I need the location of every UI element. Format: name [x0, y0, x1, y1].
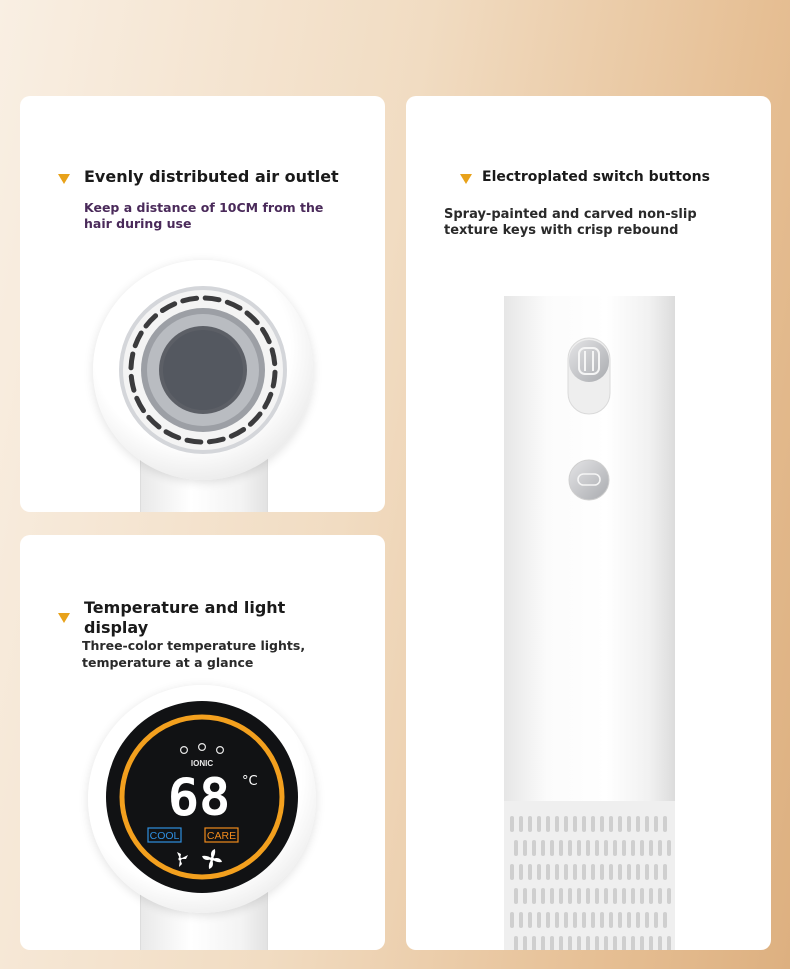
- grille-hole: [591, 864, 595, 880]
- grille-hole: [586, 936, 590, 950]
- grille-hole: [559, 888, 563, 904]
- grille-hole: [550, 936, 554, 950]
- grille-hole: [613, 888, 617, 904]
- grille-hole: [573, 816, 577, 832]
- grille-hole: [591, 912, 595, 928]
- grille-hole: [537, 864, 541, 880]
- grille-hole: [532, 840, 536, 856]
- grille-hole: [582, 912, 586, 928]
- triangle-down-icon: [460, 174, 472, 184]
- vent-slot: [272, 350, 275, 364]
- grille-hole: [654, 912, 658, 928]
- air-outlet-subtitle: Keep a distance of 10CM from the hair during use: [84, 200, 324, 231]
- grille-hole: [627, 864, 631, 880]
- grille-hole: [546, 864, 550, 880]
- grille-hole: [577, 840, 581, 856]
- grille-hole: [568, 936, 572, 950]
- grille-hole: [654, 816, 658, 832]
- grille-hole: [532, 888, 536, 904]
- cool-label: COOL: [149, 830, 180, 842]
- grille-hole: [523, 888, 527, 904]
- grille-hole: [640, 936, 644, 950]
- grille-hole: [649, 840, 653, 856]
- grille-hole: [586, 840, 590, 856]
- grille-hole: [631, 888, 635, 904]
- vent-slot: [273, 372, 275, 386]
- grille-hole: [645, 912, 649, 928]
- grille-hole: [600, 912, 604, 928]
- vent-slot: [183, 298, 197, 301]
- temperature-display-card: [20, 535, 385, 950]
- grille-hole: [618, 816, 622, 832]
- grille-hole: [537, 816, 541, 832]
- triangle-down-icon: [58, 174, 70, 184]
- air-outlet-card: [20, 96, 385, 512]
- grille-hole: [510, 816, 514, 832]
- grille-hole: [645, 864, 649, 880]
- grille-hole: [636, 912, 640, 928]
- temp-subtitle-line1: Three-color temperature lights,: [82, 638, 306, 653]
- grille-hole: [559, 936, 563, 950]
- grille-hole: [523, 936, 527, 950]
- grille-hole: [604, 936, 608, 950]
- grille-hole: [519, 816, 523, 832]
- grille-hole: [541, 888, 545, 904]
- vent-slot: [131, 354, 133, 368]
- grille-hole: [573, 912, 577, 928]
- grille-hole: [514, 888, 518, 904]
- grille-hole: [613, 936, 617, 950]
- grille-hole: [586, 888, 590, 904]
- grille-hole: [618, 912, 622, 928]
- grille-hole: [649, 936, 653, 950]
- grille-hole: [555, 912, 559, 928]
- grille-hole: [609, 816, 613, 832]
- switch-buttons-card: [406, 96, 771, 950]
- grille-hole: [568, 840, 572, 856]
- grille-hole: [568, 888, 572, 904]
- grille-hole: [658, 936, 662, 950]
- grille-hole: [631, 936, 635, 950]
- grille-hole: [663, 816, 667, 832]
- temperature-value: 68: [167, 768, 231, 828]
- air-outlet-vent-image: [93, 260, 313, 480]
- ionic-label: IONIC: [190, 759, 214, 768]
- grille-hole: [528, 912, 532, 928]
- grille-hole: [519, 864, 523, 880]
- grille-hole: [631, 840, 635, 856]
- grille-hole: [591, 816, 595, 832]
- vent-slot: [131, 376, 134, 390]
- grille-hole: [559, 840, 563, 856]
- grille-hole: [636, 864, 640, 880]
- grille-hole: [550, 840, 554, 856]
- grille-hole: [667, 840, 671, 856]
- grille-hole: [595, 888, 599, 904]
- grille-hole: [663, 864, 667, 880]
- grille-hole: [550, 888, 554, 904]
- grille-hole: [577, 888, 581, 904]
- grille-hole: [649, 888, 653, 904]
- grille-hole: [510, 864, 514, 880]
- grille-hole: [564, 864, 568, 880]
- grille-hole: [667, 888, 671, 904]
- grille-hole: [609, 864, 613, 880]
- grille-hole: [658, 840, 662, 856]
- switch-title: Electroplated switch buttons: [482, 169, 710, 185]
- vent-slot: [187, 440, 201, 442]
- grille-hole: [622, 888, 626, 904]
- grille-hole: [622, 936, 626, 950]
- grille-hole: [523, 840, 527, 856]
- led-display: [88, 685, 316, 913]
- grille-hole: [658, 888, 662, 904]
- grille-hole: [600, 816, 604, 832]
- temp-title-line1: Temperature and light: [84, 598, 286, 617]
- dryer-handle-image: [502, 296, 677, 950]
- grille-hole: [600, 864, 604, 880]
- grille-hole: [627, 912, 631, 928]
- grille-hole: [667, 936, 671, 950]
- grille-hole: [582, 864, 586, 880]
- grille-hole: [541, 840, 545, 856]
- switch-subtitle: Spray-painted and carved non-slip texture keys with crisp rebound: [444, 207, 697, 238]
- grille-hole: [541, 936, 545, 950]
- grille-hole: [622, 840, 626, 856]
- grille-hole: [636, 816, 640, 832]
- grille-hole: [604, 888, 608, 904]
- grille-hole: [528, 864, 532, 880]
- temp-subtitle-line2: temperature at a glance: [82, 655, 254, 670]
- grille-hole: [573, 864, 577, 880]
- grille-hole: [514, 936, 518, 950]
- grille-hole: [609, 912, 613, 928]
- grille-hole: [555, 864, 559, 880]
- temp-title-line2: display: [84, 618, 149, 637]
- grille-hole: [564, 912, 568, 928]
- grille-hole: [645, 816, 649, 832]
- grille-hole: [577, 936, 581, 950]
- triangle-down-icon: [58, 613, 70, 623]
- grille-hole: [537, 912, 541, 928]
- grille-hole: [532, 936, 536, 950]
- grille-hole: [519, 912, 523, 928]
- grille-hole: [595, 936, 599, 950]
- grille-hole: [514, 840, 518, 856]
- care-label: CARE: [206, 830, 237, 842]
- temperature-unit: °C: [242, 774, 258, 789]
- vent-slot: [205, 298, 219, 300]
- grille-hole: [618, 864, 622, 880]
- grille-hole: [627, 816, 631, 832]
- grille-hole: [640, 888, 644, 904]
- grille-hole: [604, 840, 608, 856]
- grille-hole: [528, 816, 532, 832]
- grille-hole: [582, 816, 586, 832]
- grille-hole: [546, 912, 550, 928]
- vent-slot: [209, 439, 223, 442]
- grille-hole: [640, 840, 644, 856]
- grille-hole: [663, 912, 667, 928]
- grille-hole: [613, 840, 617, 856]
- air-outlet-title: Evenly distributed air outlet: [84, 167, 339, 186]
- grille-hole: [595, 840, 599, 856]
- grille-hole: [555, 816, 559, 832]
- grille-hole: [654, 864, 658, 880]
- grille-hole: [564, 816, 568, 832]
- grille-hole: [510, 912, 514, 928]
- grille-hole: [546, 816, 550, 832]
